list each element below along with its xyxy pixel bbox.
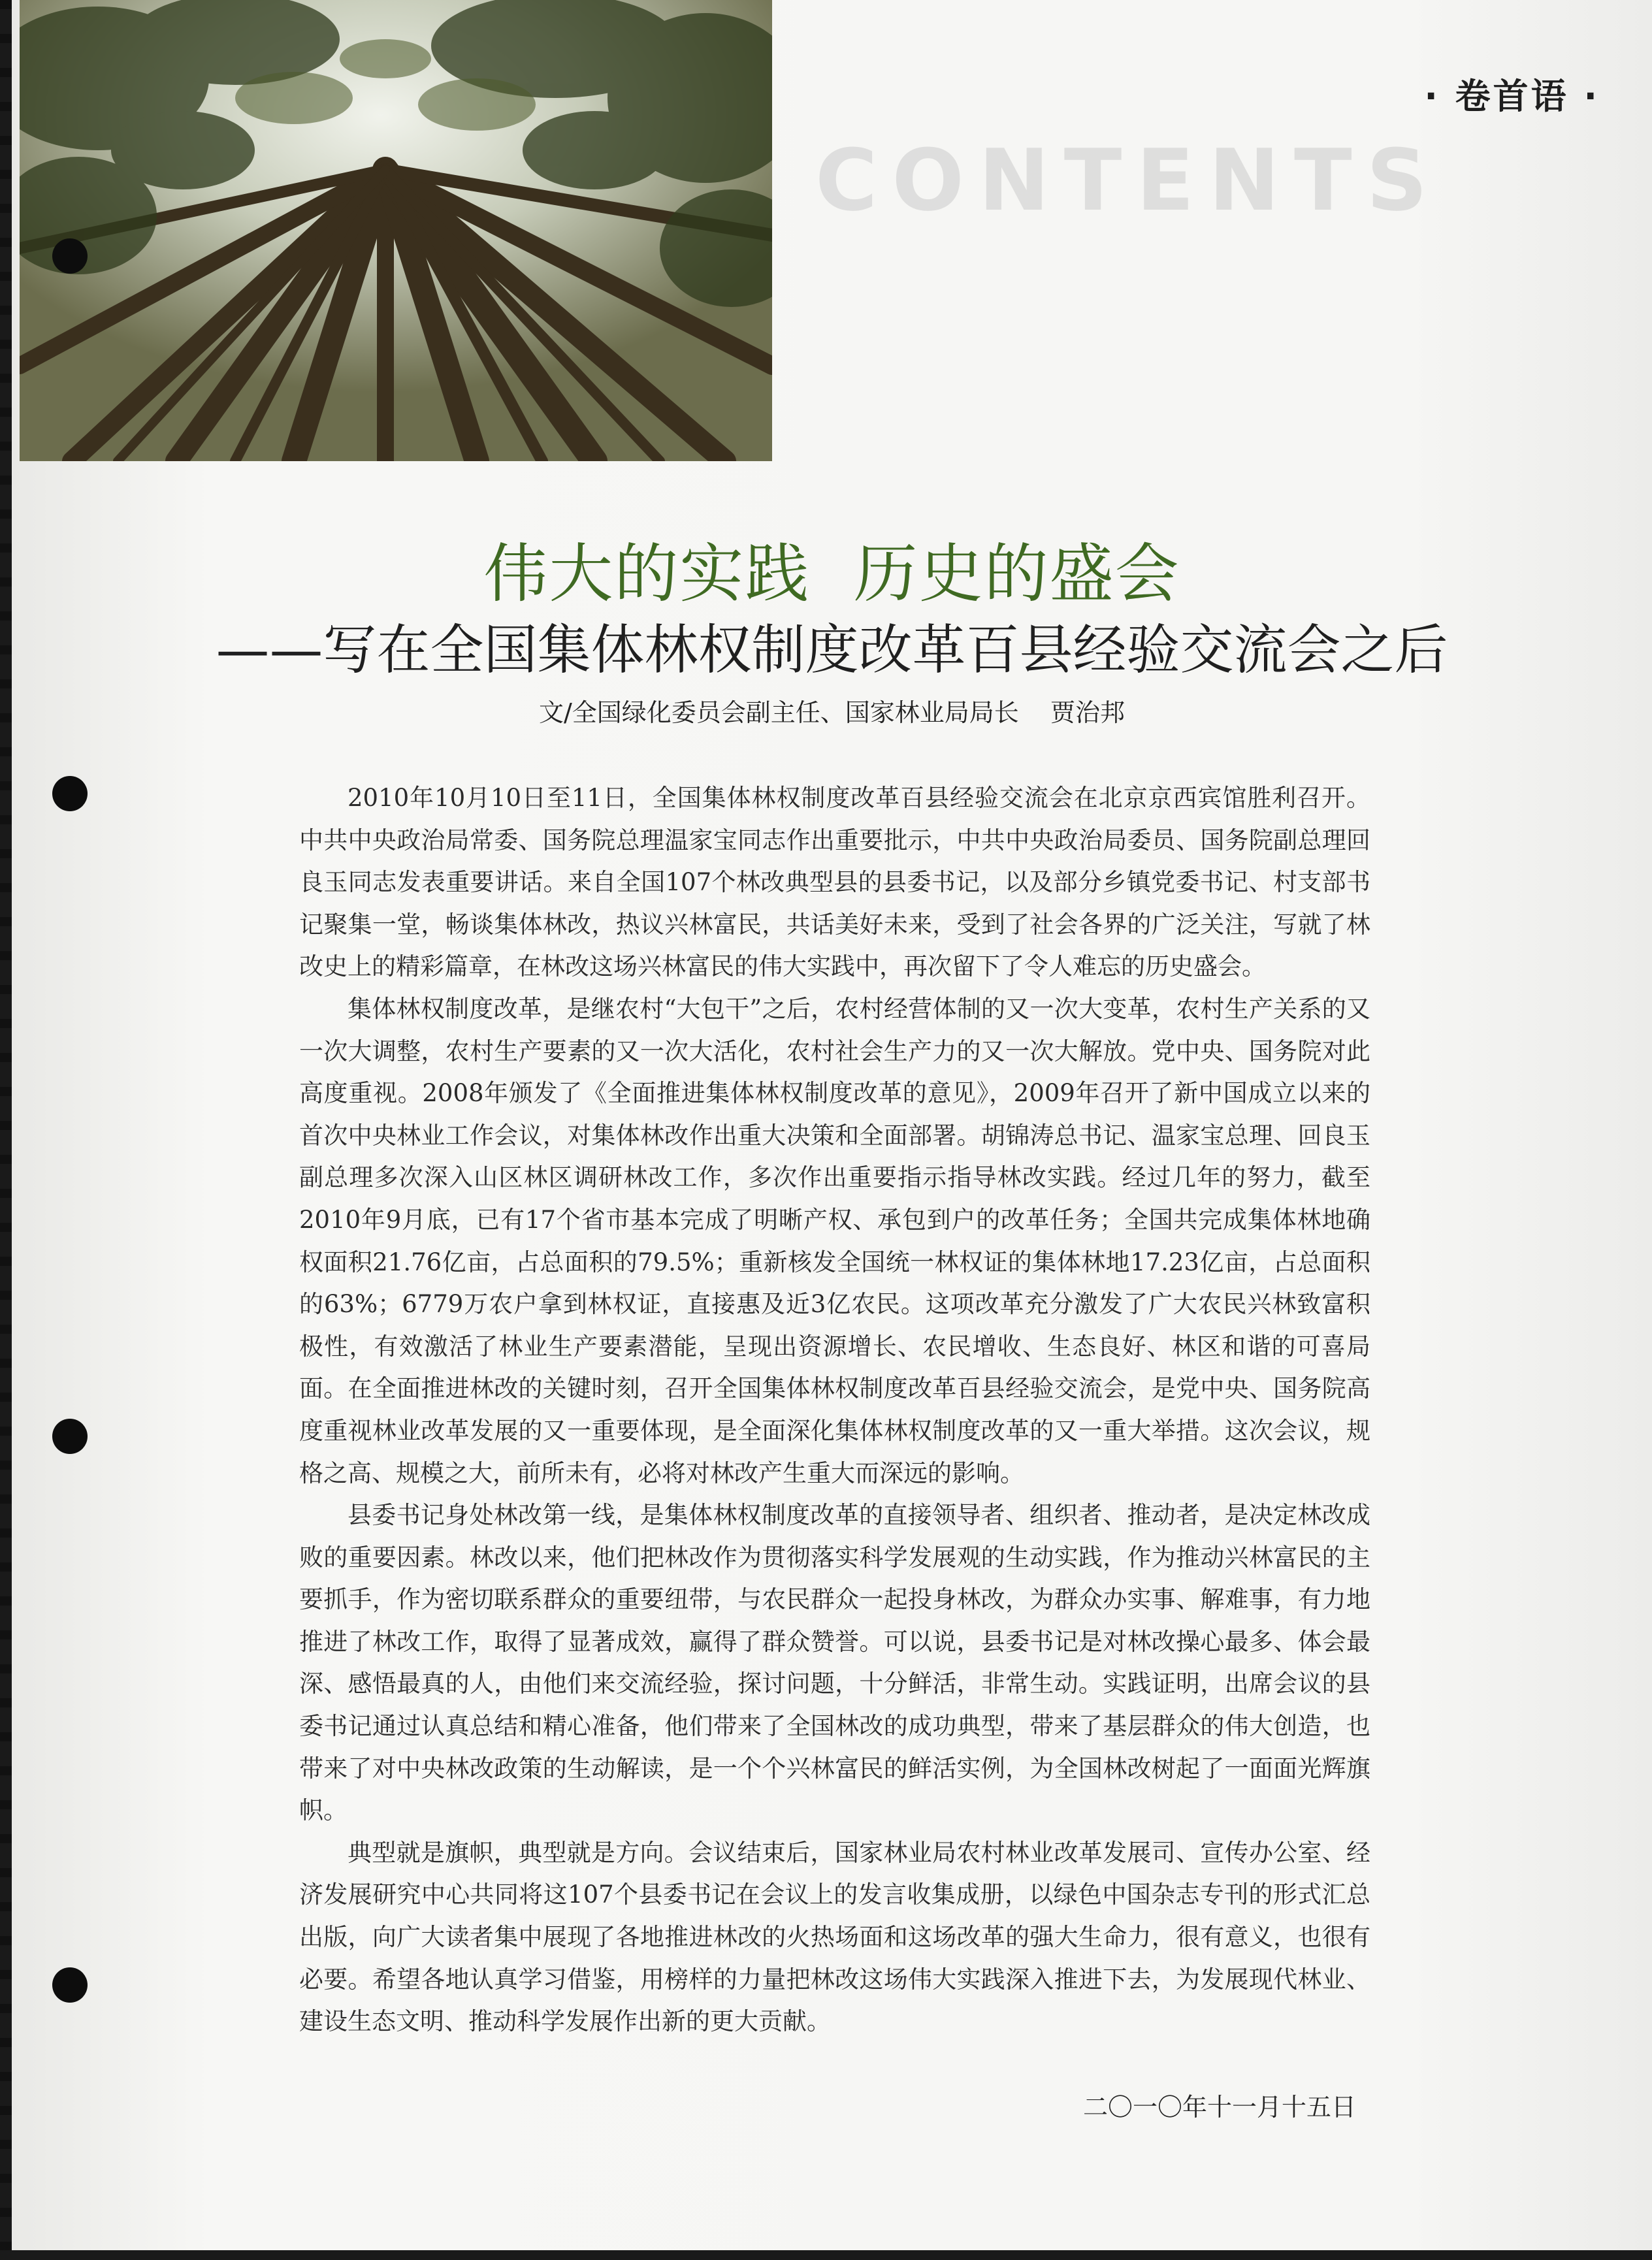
forest-canopy-illustration [20,0,772,461]
article-title: 伟大的实践 历史的盛会 [483,537,1180,611]
article-body [299,777,1370,2043]
paragraph: 典型就是旗帜，典型就是方向。会议结束后，国家林业局农村林业改革发展司、宣传办公室、经济发展研究中心共同将这107个县委书记在会议上的发言收集成册，以绿色中国杂志专刊的形式汇总出版，向广大读者集中展现了各地推进林改的火热场面和这场改革的强大生命力，很有意义，也很有必要。希望各地认真学习借鉴，用榜样的力量把林改这场伟大实践深入推进下去，为发展现代林业、建设生态文明、推动科学发展作出新的更大贡献。 [299,1838,1370,2036]
binder-hole [52,1419,88,1454]
binder-hole [52,1967,88,2003]
article-date: 二〇一〇年十一月十五日 [1083,2093,1357,2122]
article-subtitle: ——写在全国集体林权制度改革百县经验交流会之后 [216,619,1448,681]
scanned-page [12,0,1652,2250]
section-label: · 卷首语 · [1424,76,1600,117]
forest-canopy-photo [20,0,772,461]
page-edge-perforation [0,0,13,2250]
binder-hole [52,776,88,811]
bleed-through-text: CONTENTS [815,131,1442,230]
article-byline: 文/全国绿化委员会副主任、国家林业局局长 贾治邦 [538,698,1126,727]
paragraph: 县委书记身处林改第一线，是集体林权制度改革的直接领导者、组织者、推动者，是决定林改成败的重要因素。林改以来，他们把林改作为贯彻落实科学发展观的生动实践，作为推动兴林富民的主要抓手，作为密切联系群众的重要纽带，与农民群众一起投身林改，为群众办实事、解难事，有力地推进了林改工作，取得了显著成效，赢得了群众赞誉。可以说，县委书记是对林改操心最多、体会最深、感悟最真的人，由他们来交流经验，探讨问题，十分鲜活，非常生动。实践证明，出席会议的县委书记通过认真总结和精心准备，他们带来了全国林改的成功典型，带来了基层群众的伟大创造，也带来了对中央林改政策的生动解读，是一个个兴林富民的鲜活实例，为全国林改树起了一面面光辉旗帜。 [299,1501,1370,1825]
paragraph: 2010年10月10日至11日，全国集体林权制度改革百县经验交流会在北京京西宾馆胜利召开。中共中央政治局常委、国务院总理温家宝同志作出重要批示，中共中央政治局委员、国务院副总理回良玉同志发表重要讲话。来自全国107个林改典型县的县委书记，以及部分乡镇党委书记、村支部书记聚集一堂，畅谈集体林改，热议兴林富民，共话美好未来，受到了社会各界的广泛关注，写就了林改史上的精彩篇章，在林改这场兴林富民的伟大实践中，再次留下了令人难忘的历史盛会。 [299,784,1370,981]
binder-hole [52,238,88,274]
paragraph: 集体林权制度改革，是继农村“大包干”之后，农村经营体制的又一次大变革，农村生产关系的又一次大调整，农村生产要素的又一次大活化，农村社会生产力的又一次大解放。党中央、国务院对此高度重视。2008年颁发了《全面推进集体林权制度改革的意见》，2009年召开了新中国成立以来的首次中央林业工作会议，对集体林改作出重大决策和全面部署。胡锦涛总书记、温家宝总理、回良玉副总理多次深入山区林区调研林改工作，多次作出重要指示指导林改实践。经过几年的努力，截至2010年9月底，已有17个省市基本完成了明晰产权、承包到户的改革任务；全国共完成集体林地确权面积21.76亿亩，占总面积的79.5%；重新核发全国统一林权证的集体林地17.23亿亩，占总面积的63%；6779万农户拿到林权证，直接惠及近3亿农民。这项改革充分激发了广大农民兴林致富积极性，有效激活了林业生产要素潜能，呈现出资源增长、农民增收、生态良好、林区和谐的可喜局面。在全面推进林改的关键时刻，召开全国集体林权制度改革百县经验交流会，是党中央、国务院高度重视林业改革发展的又一重要体现，是全面深化集体林权制度改革的又一重大举措。这次会议，规格之高、规模之大，前所未有，必将对林改产生重大而深远的影响。 [299,994,1370,1487]
